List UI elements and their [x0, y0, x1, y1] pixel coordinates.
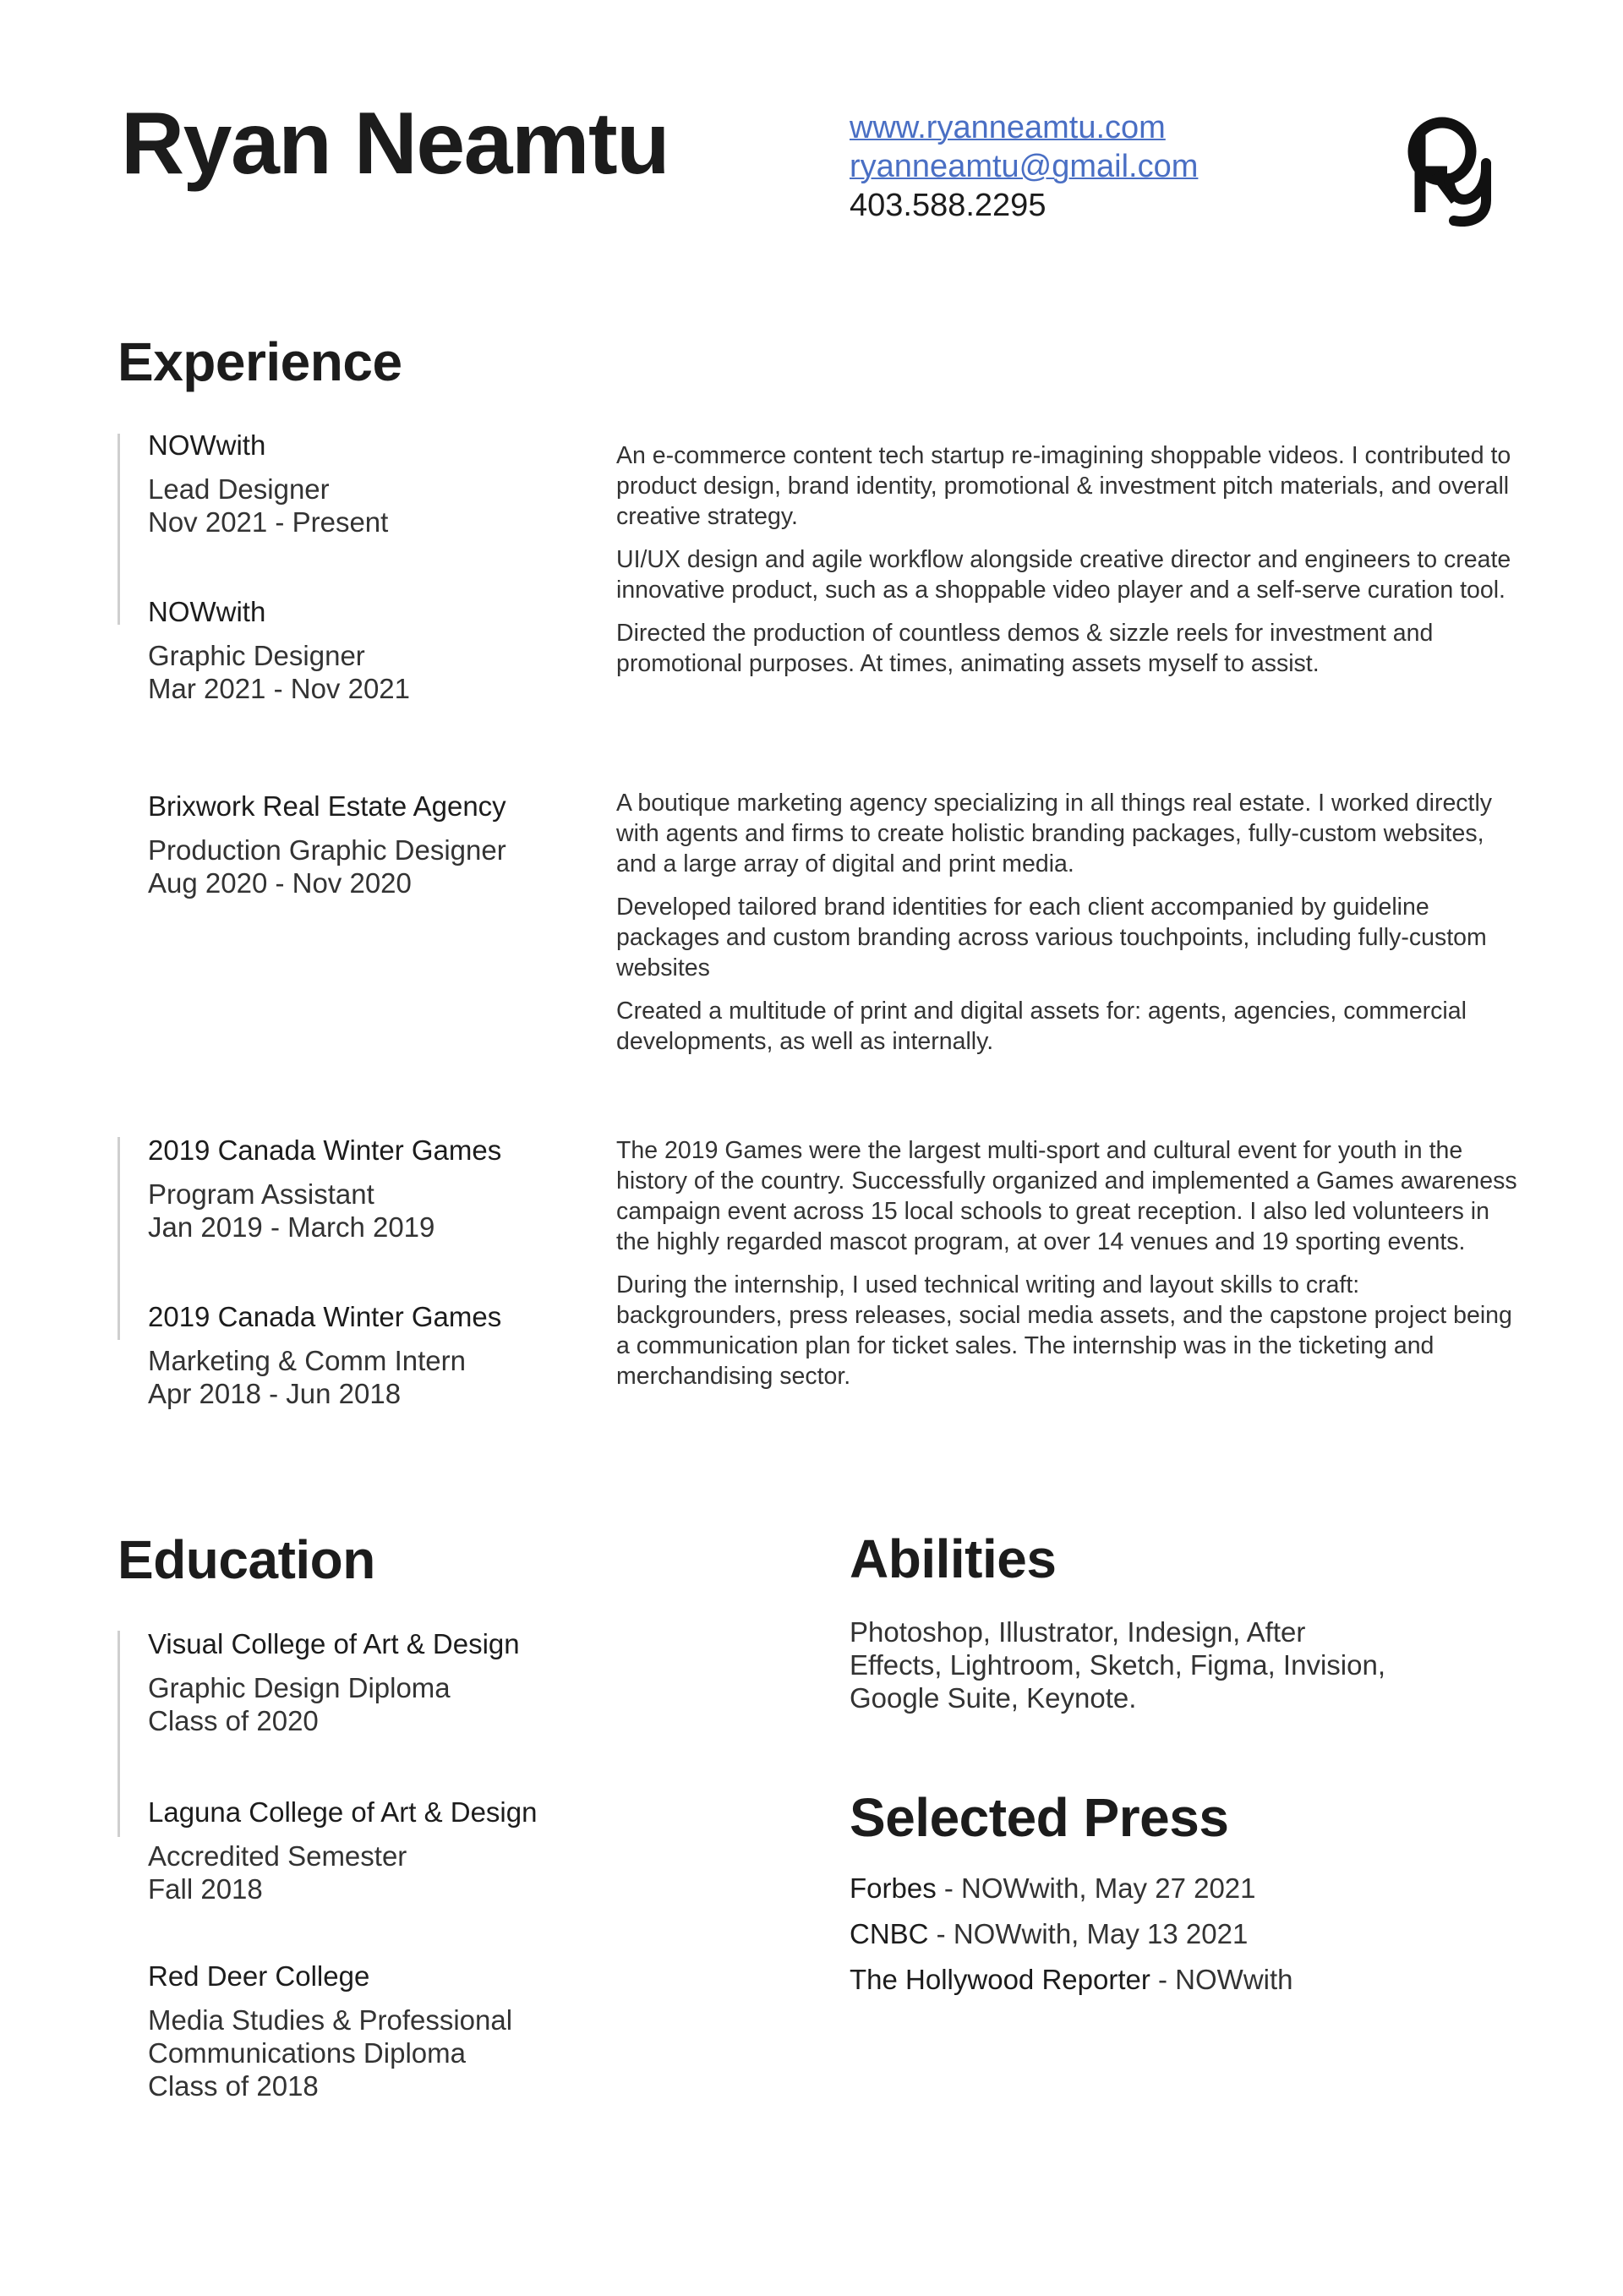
entry-dates: Nov 2021 - Present — [148, 506, 389, 538]
contact-block — [850, 108, 1198, 225]
entry-organization: 2019 Canada Winter Games — [148, 1301, 502, 1332]
entry-organization: NOWwith — [148, 596, 266, 627]
entry-detail: Fall 2018 — [148, 1873, 263, 1905]
experience-entry — [148, 1134, 501, 1244]
entry-organization: NOWwith — [148, 429, 266, 461]
press-outlet: CNBC — [850, 1918, 929, 1949]
description-paragraph: UI/UX design and agile workflow alongside creative director and engineers to create innovative product, such as a shoppable video player and a self-serve curation tool. — [616, 546, 1511, 604]
timeline-bar — [117, 1631, 120, 1837]
press-list — [850, 1866, 1293, 2003]
entry-detail: Communications Diploma — [148, 2037, 466, 2069]
press-item — [850, 1911, 1293, 1957]
entry-dates: Mar 2021 - Nov 2021 — [148, 673, 411, 704]
description-paragraph: A boutique marketing agency specializing in all things real estate. I worked directly with agents and firms to create holistic branding packages, fully-custom websites, and a large array of digital and print media. — [616, 790, 1493, 877]
abilities-heading: Abilities — [850, 1528, 1057, 1589]
press-item — [850, 1866, 1293, 1911]
entry-detail: Class of 2018 — [148, 2070, 319, 2102]
rn-monogram-icon — [1395, 112, 1496, 227]
description-paragraph: An e-commerce content tech startup re-imagining shoppable videos. I contributed to product design, brand identity, promotional & investment pitch materials, and overall creative strategy. — [616, 442, 1511, 530]
entry-dates: Aug 2020 - Nov 2020 — [148, 867, 412, 899]
phone-number: 403.588.2295 — [850, 188, 1046, 223]
resume-name: Ryan Neamtu — [121, 95, 669, 193]
abilities-list: Photoshop, Illustrator, Indesign, After Effects, Lightroom, Sketch, Figma, Invision, Google Suite, Keynote. — [850, 1616, 1385, 1714]
entry-role: Lead Designer — [148, 473, 330, 505]
experience-entry — [148, 429, 388, 538]
description-paragraph: Created a multitude of print and digital assets for: agents, agencies, commercial developments, as well as internally. — [616, 998, 1467, 1055]
entry-institution: Laguna College of Art & Design — [148, 1796, 538, 1828]
experience-description — [616, 1135, 1521, 1404]
education-entry — [148, 1960, 512, 2102]
entry-program: Media Studies & Professional — [148, 2004, 513, 2036]
press-detail: - NOWwith, May 27 2021 — [936, 1872, 1256, 1904]
experience-heading: Experience — [117, 331, 402, 392]
entry-program: Graphic Design Diploma — [148, 1672, 451, 1703]
entry-program: Accredited Semester — [148, 1840, 407, 1872]
entry-dates: Apr 2018 - Jun 2018 — [148, 1378, 402, 1409]
experience-entry — [148, 595, 410, 705]
press-detail: - NOWwith — [1150, 1964, 1293, 1995]
description-paragraph: The 2019 Games were the largest multi-sport and cultural event for youth in the history of the country. Successfully organized and implemented a Games awareness campaign event across 15 local schools to great reception. I also led volunteers in the highly regarded mascot program, at over 14 venues and 19 sporting events. — [616, 1137, 1517, 1255]
experience-description — [616, 788, 1521, 1069]
entry-detail: Class of 2020 — [148, 1705, 319, 1736]
entry-dates: Jan 2019 - March 2019 — [148, 1211, 435, 1243]
email-link[interactable]: ryanneamtu@gmail.com — [850, 149, 1199, 184]
entry-role: Production Graphic Designer — [148, 834, 506, 866]
press-item — [850, 1957, 1293, 2003]
entry-role: Program Assistant — [148, 1178, 374, 1210]
description-paragraph: Directed the production of countless demos & sizzle reels for investment and promotional purposes. At times, animating assets myself to assist. — [616, 620, 1434, 677]
timeline-bar — [117, 1137, 120, 1340]
education-entry — [148, 1796, 537, 1905]
education-entry — [148, 1627, 520, 1737]
press-outlet: Forbes — [850, 1872, 937, 1904]
education-heading: Education — [117, 1529, 375, 1590]
experience-entry — [148, 1300, 501, 1410]
press-heading: Selected Press — [850, 1787, 1229, 1848]
description-paragraph: During the internship, I used technical writing and layout skills to craft: backgrounders, press releases, social media assets, and the capstone project being a communication plan for ticket sales. The internship was in the ticketing and merchandising sector. — [616, 1271, 1512, 1390]
entry-organization: 2019 Canada Winter Games — [148, 1134, 502, 1166]
timeline-bar — [117, 434, 120, 625]
experience-description — [616, 440, 1521, 692]
description-paragraph: Developed tailored brand identities for each client accompanied by guideline packages and custom branding across various touchpoints, including fully-custom websites — [616, 894, 1487, 981]
entry-role: Marketing & Comm Intern — [148, 1345, 466, 1376]
press-outlet: The Hollywood Reporter — [850, 1964, 1150, 1995]
entry-organization: Brixwork Real Estate Agency — [148, 790, 506, 822]
entry-institution: Visual College of Art & Design — [148, 1628, 520, 1659]
entry-institution: Red Deer College — [148, 1960, 370, 1992]
website-link[interactable]: www.ryanneamtu.com — [850, 110, 1166, 145]
experience-entry — [148, 790, 506, 899]
entry-role: Graphic Designer — [148, 640, 365, 671]
press-detail: - NOWwith, May 13 2021 — [928, 1918, 1249, 1949]
